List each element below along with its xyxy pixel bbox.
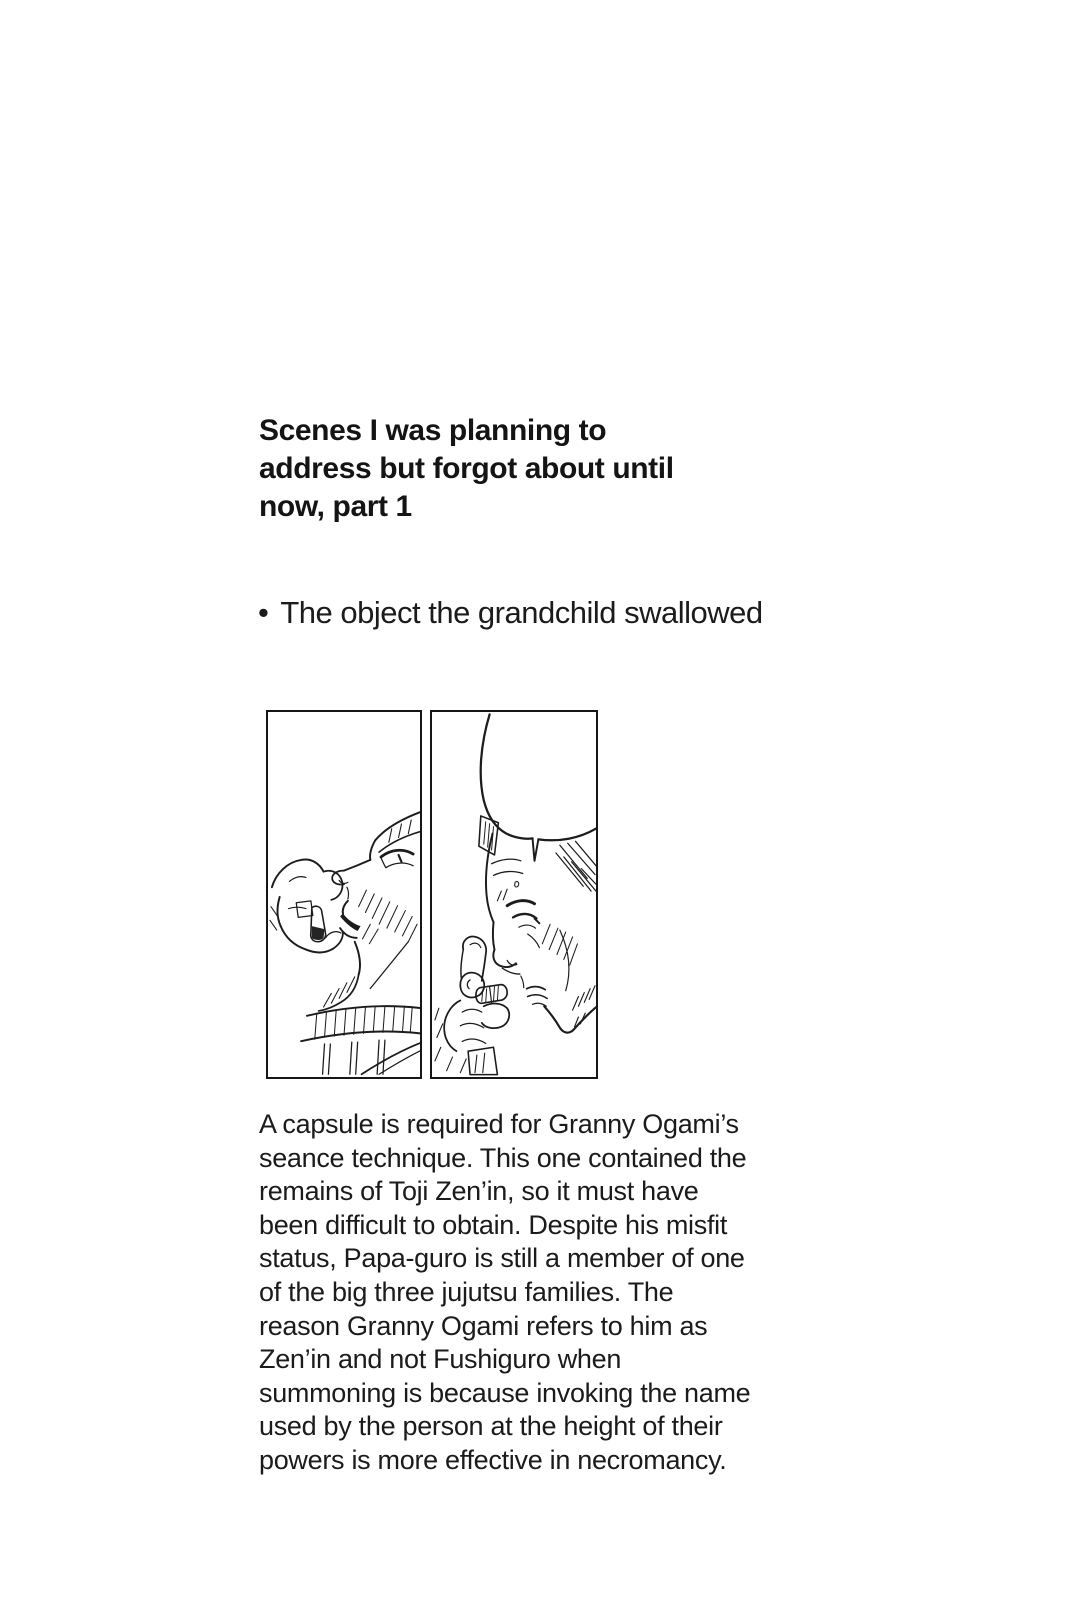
page-title-line: now, part 1 [259, 490, 412, 523]
paragraph-line: reason Granny Ogami refers to him as [259, 1310, 708, 1341]
paragraph-line: Zen’in and not Fushiguro when [259, 1344, 622, 1375]
manga-panel-right [430, 710, 598, 1079]
manga-panels [266, 710, 598, 1079]
body-paragraph [259, 1108, 750, 1478]
page-title-line: Scenes I was planning to [259, 414, 607, 447]
manga-panel-left [266, 710, 422, 1079]
manga-panel-right-art [432, 712, 596, 1077]
paragraph-line: of the big three jujutsu families. The [259, 1276, 674, 1307]
bullet-item-label: The object the grandchild swallowed [280, 595, 763, 630]
bullet-marker-icon: • [258, 595, 269, 630]
manga-panel-left-art [268, 712, 420, 1077]
page-title [259, 412, 674, 526]
paragraph-line: used by the person at the height of their [259, 1411, 723, 1442]
paragraph-line: remains of Toji Zen’in, so it must have [259, 1176, 699, 1207]
paragraph-line: been difficult to obtain. Despite his misfit [259, 1209, 728, 1240]
paragraph-line: powers is more effective in necromancy. [259, 1444, 727, 1475]
bullet-item [258, 594, 763, 632]
paragraph-line: status, Papa-guro is still a member of one [259, 1243, 745, 1274]
paragraph-line: A capsule is required for Granny Ogami’s [259, 1109, 739, 1139]
paragraph-line: seance technique. This one contained the [259, 1142, 747, 1173]
page-title-line: address but forgot about until [259, 452, 674, 485]
paragraph-line: summoning is because invoking the name [259, 1377, 751, 1408]
